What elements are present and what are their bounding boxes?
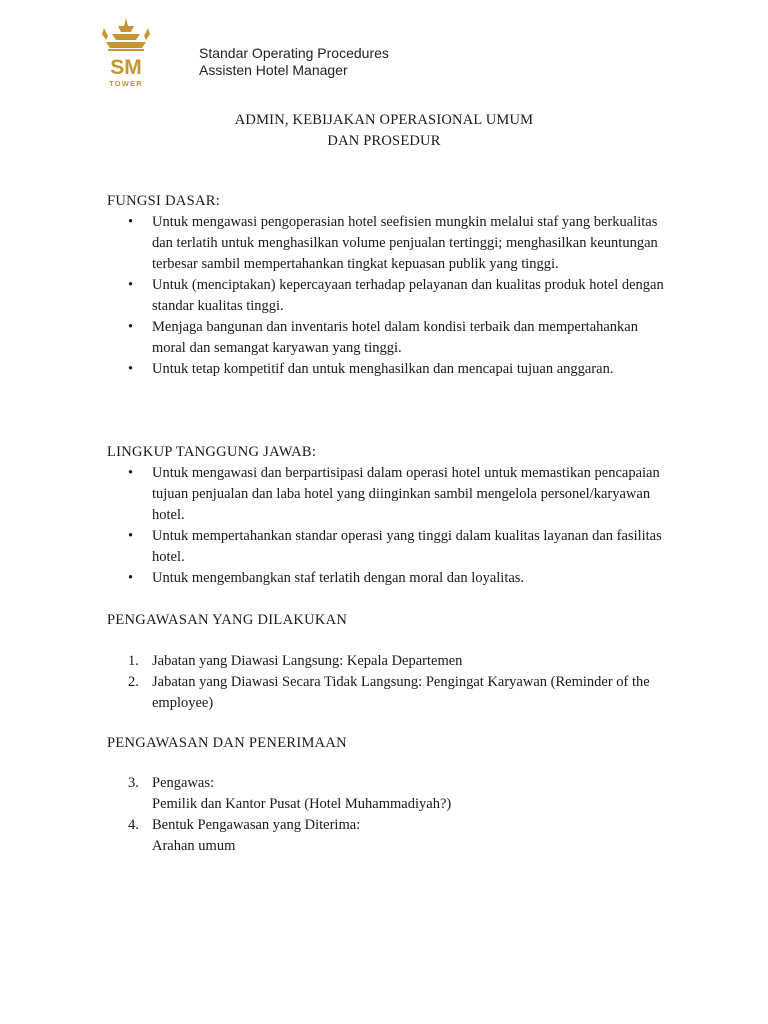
list-item-text: Menjaga bangunan dan inventaris hotel dalam kondisi terbaik dan mempertahankan moral dan semangat karyawan yang tinggi. — [152, 319, 638, 356]
header-line-1: Standar Operating Procedures — [199, 45, 389, 61]
list-item-text: Untuk mengawasi dan berpartisipasi dalam operasi hotel untuk memastikan pencapaian tujuan penjualan dan laba hotel yang diinginkan sambil mengelola personel/karyawan hotel. — [152, 465, 660, 523]
list-item — [0, 815, 768, 857]
logo-brand-text: SM — [110, 56, 142, 79]
list-item-text: Untuk mengembangkan staf terlatih dengan moral dan loyalitas. — [152, 570, 525, 586]
list-item — [0, 359, 768, 380]
pengawasan-dilakukan-list — [0, 651, 768, 714]
list-item-text: Untuk (menciptakan) kepercayaan terhadap pelayanan dan kualitas produk hotel dengan standar kualitas tinggi. — [152, 277, 664, 314]
fungsi-dasar-list — [0, 212, 768, 380]
lingkup-list — [0, 463, 768, 589]
bullet-icon: • — [128, 214, 134, 230]
section-heading-pengawasan-dilakukan: PENGAWASAN YANG DILAKUKAN — [107, 612, 348, 628]
bullet-icon: • — [128, 570, 134, 586]
bullet-icon: • — [128, 277, 134, 293]
list-item — [0, 773, 768, 815]
list-item-label: Bentuk Pengawasan yang Diterima: — [152, 817, 361, 833]
section-heading-fungsi-dasar: FUNGSI DASAR: — [107, 193, 221, 209]
title-line-1: ADMIN, KEBIJAKAN OPERASIONAL UMUM — [234, 112, 534, 128]
title-line-2: DAN PROSEDUR — [327, 133, 441, 149]
sm-tower-logo — [98, 16, 154, 90]
list-item — [0, 526, 768, 568]
bullet-icon: • — [128, 528, 134, 544]
list-number: 1. — [128, 653, 139, 669]
bullet-icon: • — [128, 465, 134, 481]
list-item — [0, 672, 768, 714]
list-number: 3. — [128, 775, 139, 791]
bullet-icon: • — [128, 361, 134, 377]
list-item — [0, 463, 768, 526]
list-number: 4. — [128, 817, 139, 833]
section-heading-pengawasan-penerimaan: PENGAWASAN DAN PENERIMAAN — [107, 735, 347, 751]
list-item-text: Pemilik dan Kantor Pusat (Hotel Muhammadiyah?) — [152, 796, 452, 812]
list-item — [0, 651, 768, 672]
document-header — [199, 45, 389, 79]
list-item — [0, 275, 768, 317]
list-item-text: Arahan umum — [152, 838, 236, 854]
bullet-icon: • — [128, 319, 134, 335]
document-title — [0, 110, 768, 152]
logo-emblem-icon — [98, 16, 154, 90]
list-item-text: Untuk mengawasi pengoperasian hotel seefisien mungkin melalui staf yang berkualitas dan terlatih untuk menghasilkan volume penjualan tertinggi; menghasilkan keuntungan terbesar sambil mempertahankan tingkat kepuasan publik yang tinggi. — [152, 214, 658, 272]
list-item — [0, 317, 768, 359]
list-item-text: Untuk tetap kompetitif dan untuk menghasilkan dan mencapai tujuan anggaran. — [152, 361, 614, 377]
section-heading-lingkup: LINGKUP TANGGUNG JAWAB: — [107, 444, 317, 460]
list-number: 2. — [128, 674, 139, 690]
list-item-text: Untuk mempertahankan standar operasi yang tinggi dalam kualitas layanan dan fasilitas hotel. — [152, 528, 662, 565]
list-item-text: Jabatan yang Diawasi Secara Tidak Langsung: Pengingat Karyawan (Reminder of the employee) — [152, 674, 650, 711]
header-line-2: Assisten Hotel Manager — [199, 62, 348, 78]
list-item — [0, 212, 768, 275]
pengawasan-penerimaan-list — [0, 773, 768, 857]
list-item-label: Pengawas: — [152, 775, 215, 791]
logo-subtitle-text: TOWER — [109, 79, 143, 88]
list-item — [0, 568, 768, 589]
list-item-text: Jabatan yang Diawasi Langsung: Kepala Departemen — [152, 653, 463, 669]
